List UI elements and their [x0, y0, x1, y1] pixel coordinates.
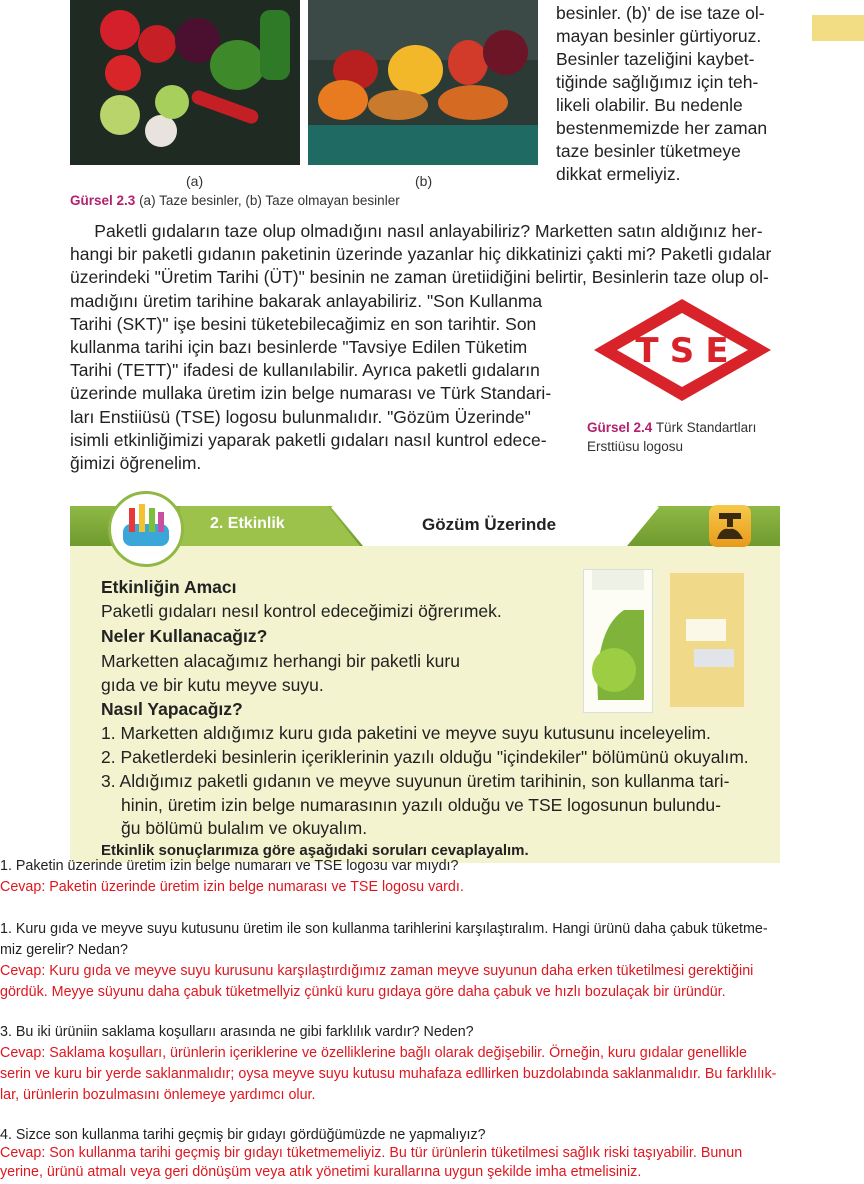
question: 1. Paketin üzerinde üretim izin belge numararı ve TSE logoзu var mıydı?	[0, 858, 459, 874]
pasta-package-image	[664, 569, 750, 711]
side-text-line: likeli olabilir. Bu nedenle	[556, 95, 743, 115]
tse-letter-e: E	[705, 331, 729, 371]
figure-b-label: (b)	[415, 173, 433, 189]
activity-number: 2. Etkinlik	[210, 515, 285, 532]
step-item	[101, 747, 749, 768]
step-number: 1.	[101, 723, 116, 743]
figure-2-3-caption	[70, 193, 400, 208]
figure-number: Gürsel 2.3	[70, 193, 136, 208]
figure-a-label: (a)	[186, 173, 204, 189]
step-item	[101, 771, 729, 792]
answer: Cevap: Paketin üzerinde üretim izin belge numarası ve TSE logosu vardı.	[0, 879, 464, 895]
question: miz gerelir? Nedan?	[0, 942, 128, 958]
tse-logo	[590, 295, 775, 405]
figure-caption-line: Türk Standartları	[655, 420, 757, 435]
fresh-vegetables-photo	[70, 0, 300, 165]
answer: serin ve kuru bir yerde saklanmalıdır; oysa meyve suyu kutusu muhafaza edllirken buzdolabında saklanmalıdır. Bu farklılık-	[0, 1066, 777, 1082]
paragraph-line: Paketli gıdaların taze olup olmadığını nasıl anlayabiliriz? Marketten satın aldığınız her-	[70, 221, 763, 241]
step-text: Aldığımız paketli gıdanın ve meyve suyunun üretim tarihinin, son kullanma tari-	[119, 771, 730, 791]
page-tab-marker	[812, 15, 864, 41]
answer: Cevap: Son kullanma tarihi geçmiş bir gıdayı tüketmemeliyiz. Bu tür ürünlerin tüketilmesi sağlık riski taşıyabilir. Bunun	[0, 1145, 743, 1161]
question: 4. Sizce son kullanma tarihi geçmiş bir gıdayı gördüğümüzde ne yapmalıyız?	[0, 1127, 486, 1143]
paragraph-line: ları Enstiiüsü (TSE) logosu bulunmalıdır. "Gözüm Üzerinde"	[70, 406, 531, 427]
step-number: 3.	[101, 771, 116, 791]
question: 3. Bu iki ürüniin saklama koşullarıı arasında ne gibi farklılık vardır? Neden?	[0, 1024, 474, 1040]
materials-heading: Neler Kullanacağız?	[101, 626, 268, 646]
side-text-line: dikkat ermeliyiz.	[556, 164, 681, 184]
paragraph-line: isimli etkinliğimizi yaparak paketli gıdaları nasıl kuntrol edece-	[70, 429, 547, 450]
answer: lar, ürünlerin bozulmasını önlemeye yardımcı olur.	[0, 1087, 316, 1103]
aim-text: Paketli gıdaları nesıl kontrol edeceğimizi öğrerımek.	[101, 601, 502, 621]
answer: Cevap: Saklama koşulları, ürünlerin içeriklerine ve özelliklerine bağlı olarak değişebilir. Örneğin, kuru gıdalar genellikle	[0, 1045, 747, 1061]
side-text	[556, 2, 780, 186]
figure-caption-line: Ersttiüsu logosu	[587, 439, 684, 454]
results-line: Etkinlik sonuçlarımıza göre aşağıdaki soruları cevaplayalım.	[101, 842, 529, 859]
tse-letter-s: S	[669, 331, 695, 371]
answer: Cevap: Kuru gıda ve meyve suyu kurusunu karşılaştırdığımız zaman meyve suyunun daha erken tüketilmesi gerektiğini	[0, 963, 754, 979]
paragraph-line: hangi bir paketli gıdanın paketinin üzerinde yazanlar hiç dikkatinizi çakti mi? Paketli gıdalar	[70, 244, 772, 265]
paragraph-line: Tarihi (SKT)" işe besini tüketebilecağimiz en son tarihtir. Son	[70, 313, 537, 334]
step-text-continued: hinin, üretim izin belge numarasının yazılı olduğu ve TSE logosunun bulundu-	[121, 795, 721, 815]
steps-heading: Nasıl Yapacağız?	[101, 699, 243, 719]
side-text-line: besinler. (b)' de ise taze ol-	[556, 3, 765, 23]
step-text-continued: ğu bölümü bulalım ve okuyalım.	[121, 818, 368, 838]
step-text: Paketlerdeki besinlerin içeriklerinin yazılı olduğu "içindekiler" bölümünü okuyalım.	[120, 747, 749, 767]
side-text-line: mayan besinler gürtiyoruz.	[556, 26, 762, 46]
step-item	[101, 723, 711, 744]
materials-line: Marketten alacağımız herhangi bir paketli kuru	[101, 651, 460, 671]
side-text-line: taze besinler tüketmeye	[556, 141, 741, 161]
paragraph-line: Tarihi (TETT)" ifadesi de kullanılabilir. Ayrıca paketli gıdaların	[70, 360, 540, 381]
aim-heading: Etkinliğin Amacı	[101, 577, 237, 597]
figure-caption-text: (a) Taze besinler, (b) Taze olmayan besinler	[139, 193, 400, 208]
question: 1. Kuru gıda ve meyve suyu kutusunu üretim ile son kullanma tarihlerini karşılaştıralım. Hangi ürünü daha çabuk tüketme-	[0, 921, 768, 937]
materials-line: gıda ve bir kutu meyve suyu.	[101, 675, 324, 695]
side-text-line: Besinler tazeliğini kaybet-	[556, 49, 755, 69]
step-text: Marketten aldığımız kuru gıda paketini ve meyve suyu kutusunu inceleyelim.	[120, 723, 711, 743]
figure-2-4-caption	[587, 418, 756, 456]
side-text-line: bestenmemizde her zaman	[556, 118, 768, 138]
step-number: 2.	[101, 747, 116, 767]
answer: yerine, ürünü atmalı veya geri dönüşüm veya atık yönetimi kurallarına uygun şekilde imha etmelisiniz.	[0, 1164, 642, 1180]
paragraph-line: üzerindeki "Üretim Tarihi (ÜT)" besinin ne zaman üretiidiğini belirtir, Besinlerin taze olup ol-	[70, 267, 769, 288]
tse-letter-t: T	[635, 331, 659, 371]
paragraph-line: madığını üretim tarihine bakarak anlayabiliriz. "Son Kullanma	[70, 290, 543, 311]
side-text-line: tiğinde sağlığımız için teh-	[556, 72, 759, 92]
figure-number: Gürsel 2.4	[587, 420, 653, 435]
paragraph-line: kullanma tarihi için bazı besinlerde "Tavsiye Edilen Tüketim	[70, 337, 528, 358]
paragraph-line: üzerinde mullaka üretim izin belge numarası ve Türk Standari-	[70, 383, 552, 404]
activity-title: Gözüm Üzerinde	[422, 515, 557, 534]
answer: gördük. Meyye süyunu daha çabuk tüketmellyiz çünkü kuru gıdaya göre daha çabuk ve hızlı bozulaçak bir üründür.	[0, 984, 726, 1000]
activity-tools-icon	[108, 491, 184, 567]
activity-warning-icon	[709, 505, 751, 547]
paragraph-line: ğimizi öğrenelim.	[70, 453, 202, 474]
rotten-vegetables-photo	[308, 0, 538, 165]
juice-box-image	[583, 569, 653, 713]
